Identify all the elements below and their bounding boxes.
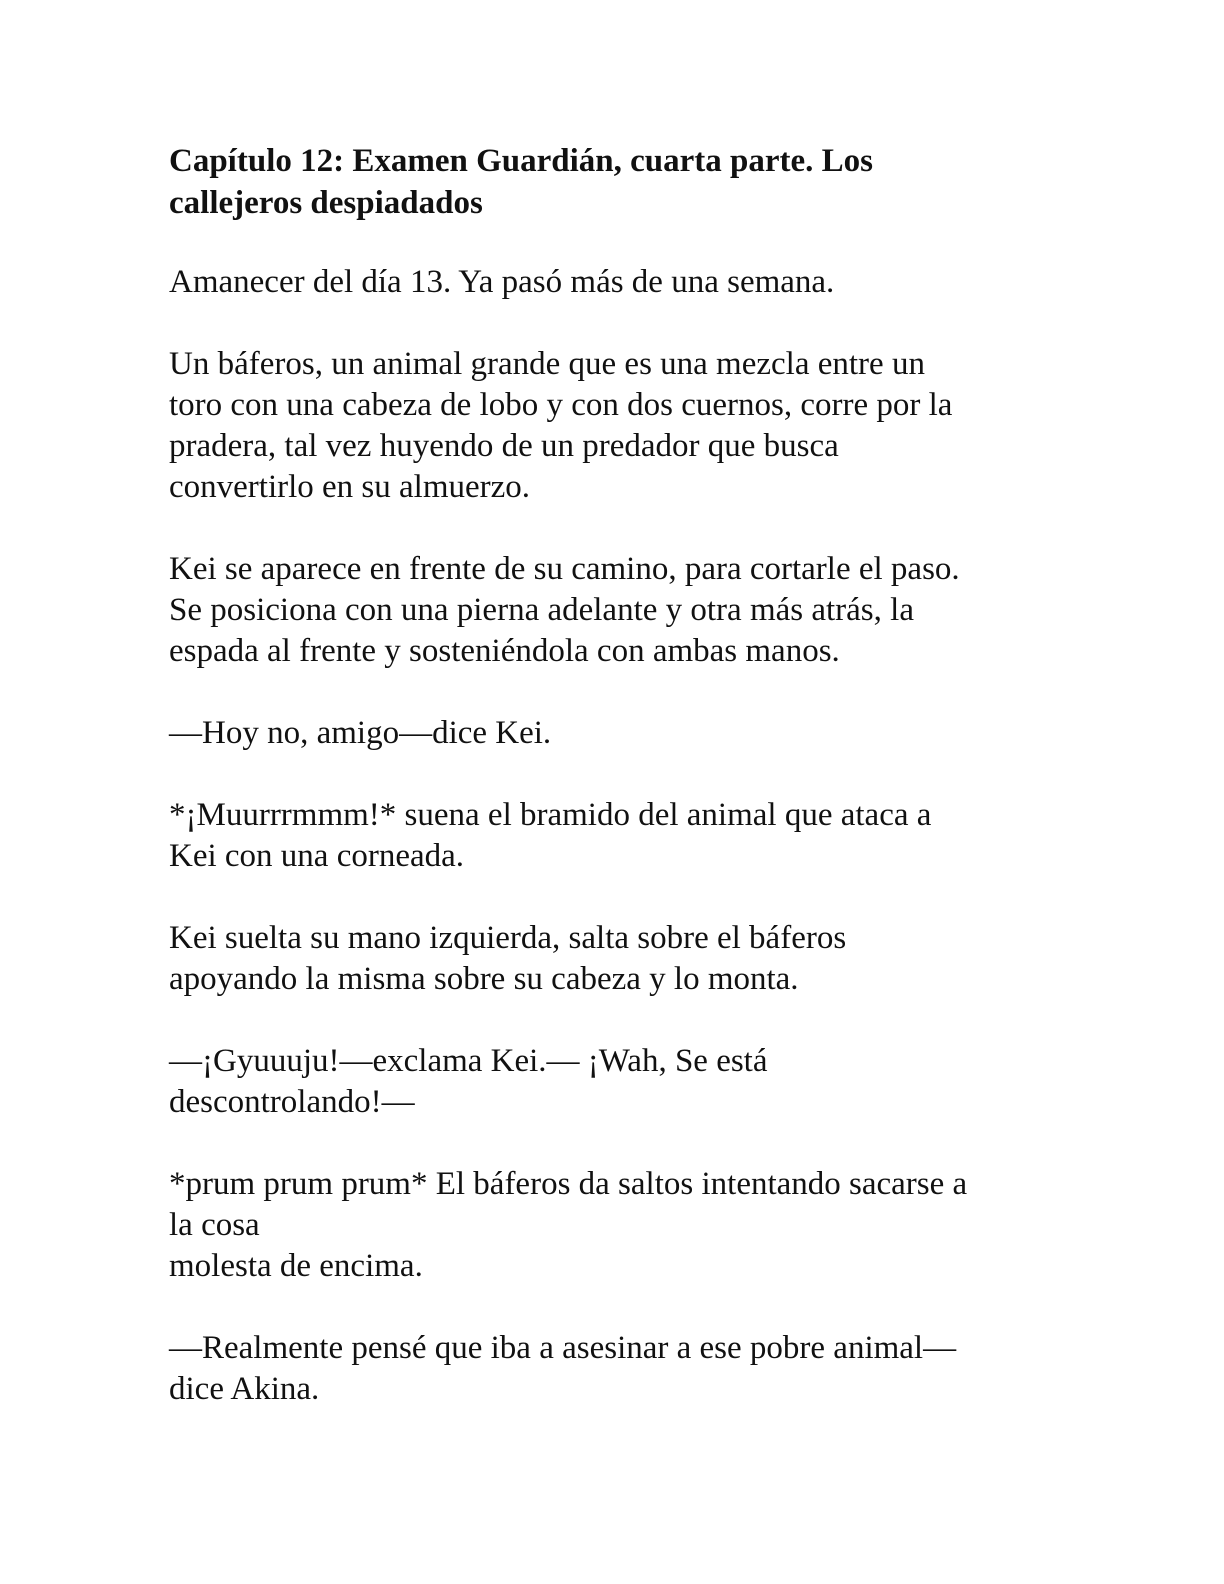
paragraph-8: *prum prum prum* El báferos da saltos intentando sacarse a la cosa molesta de encima.: [169, 1166, 968, 1284]
paragraph-1: Amanecer del día 13. Ya pasó más de una semana.: [169, 264, 835, 300]
paragraph-4: —Hoy no, amigo—dice Kei.: [169, 715, 552, 751]
document-page: [169, 140, 1049, 1451]
paragraph-3: Kei se aparece en frente de su camino, para cortarle el paso. Se posiciona con una pierna adelante y otra más atrás, la espada al frente y sosteniéndola con ambas manos.: [169, 551, 960, 669]
paragraph-9: —Realmente pensé que iba a asesinar a ese pobre animal— dice Akina.: [169, 1330, 957, 1407]
paragraph-7: —¡Gyuuuju!—exclama Kei.— ¡Wah, Se está descontrolando!—: [169, 1043, 768, 1120]
chapter-title: Capítulo 12: Examen Guardián, cuarta parte. Los callejeros despiadados: [169, 143, 874, 221]
paragraph-5: *¡Muurrrmmm!* suena el bramido del animal que ataca a Kei con una corneada.: [169, 797, 932, 874]
paragraph-2: Un báferos, un animal grande que es una mezcla entre un toro con una cabeza de lobo y con dos cuernos, corre por la pradera, tal vez huyendo de un predador que busca convertirlo en su almuerzo.: [169, 346, 953, 505]
paragraph-6: Kei suelta su mano izquierda, salta sobre el báferos apoyando la misma sobre su cabeza y lo monta.: [169, 920, 847, 997]
